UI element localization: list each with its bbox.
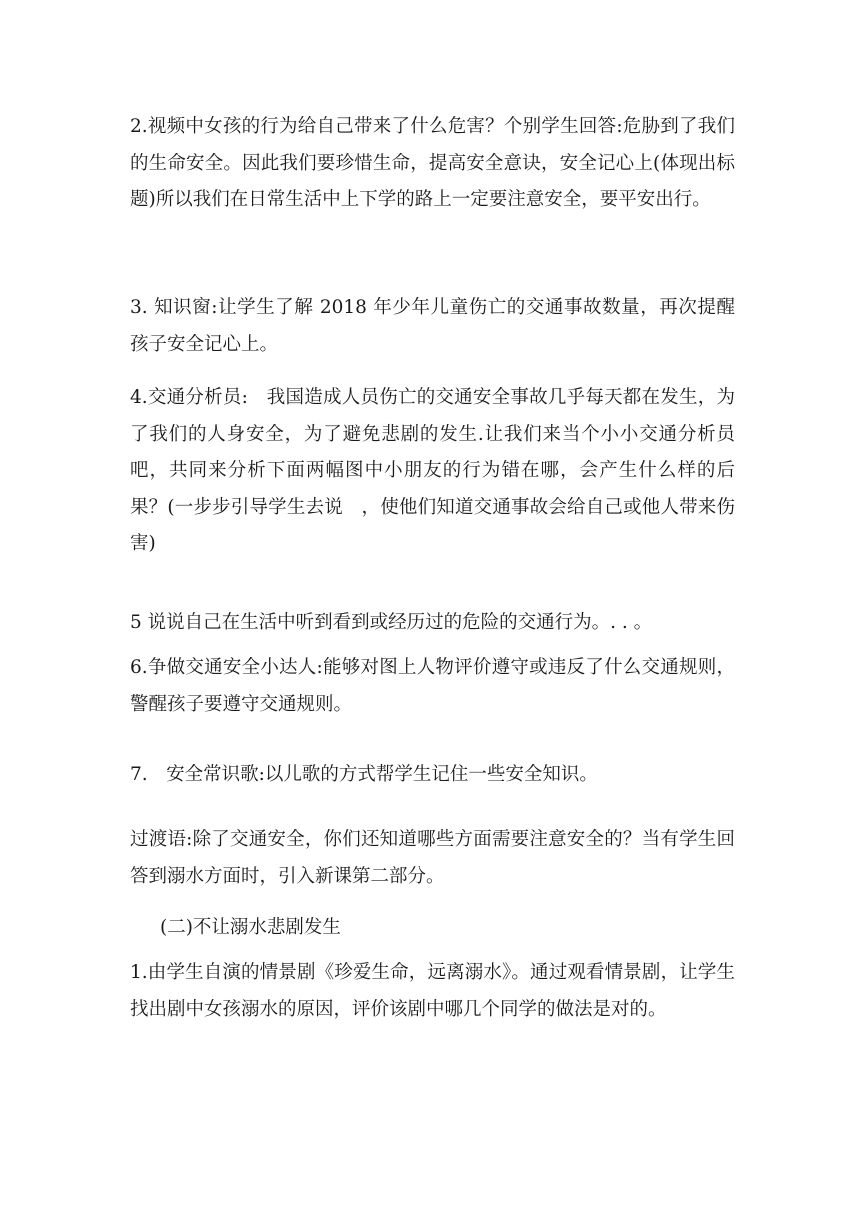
paragraph-item-5: 5 说说自己在生活中听到看到或经历过的危险的交通行为。. . 。 [130, 612, 653, 633]
paragraph-item-7: 7. 安全常识歌:以儿歌的方式帮学生记住一些安全知识。 [130, 764, 598, 785]
paragraph-item-4: 4.交通分析员: 我国造成人员伤亡的交通安全事故几乎每天都在发生，为了我们的人身安全，为了避免悲剧的发生.让我们来当个小小交通分析员吧，共同来分析下面两幅图中小朋友的行为错在哪，会产生什么样的后果？(一步步引导学生去说 ，使他们知道交通事故会给自己或他人带来伤害) [130, 387, 735, 554]
paragraph-item-6: 6.争做交通安全小达人:能够对图上人物评价遵守或违反了什么交通规则，警醒孩子要遵守交通规则。 [130, 657, 735, 715]
paragraph-item-3: 3. 知识窗:让学生了解 2018 年少年儿童伤亡的交通事故数量，再次提醒孩子安全记心上。 [130, 297, 735, 355]
section-heading: (二)不让溺水悲剧发生 [160, 917, 341, 938]
paragraph-drama: 1.由学生自演的情景剧《珍爱生命，远离溺水》。通过观看情景剧，让学生找出剧中女孩溺水的原因，评价该剧中哪几个同学的做法是对的。 [130, 962, 735, 1020]
transition-paragraph: 过渡语:除了交通安全，你们还知道哪些方面需要注意安全的？当有学生回答到溺水方面时，引入新课第二部分。 [130, 829, 735, 887]
paragraph-item-2: 2.视频中女孩的行为给自己带来了什么危害？个别学生回答:危胁到了我们的生命安全。因此我们要珍惜生命，提高安全意诀，安全记心上(体现出标题)所以我们在日常生活中上下学的路上一定要注意安全，要平安出行。 [130, 116, 735, 210]
